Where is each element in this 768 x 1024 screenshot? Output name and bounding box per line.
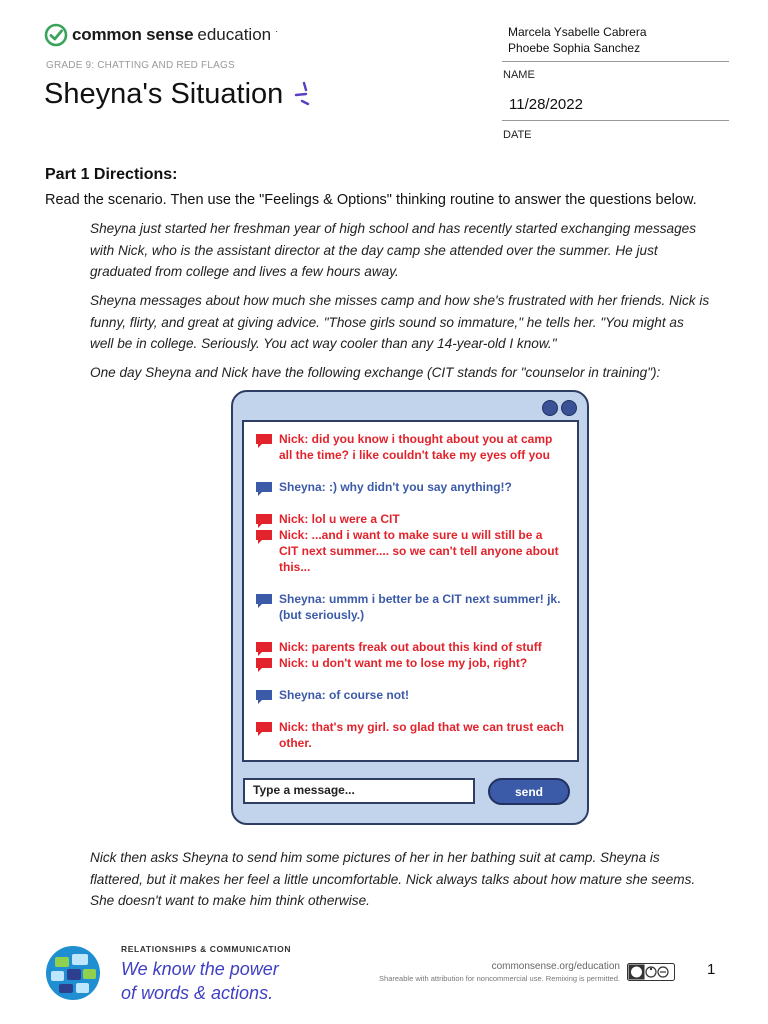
footer-tagline bbox=[121, 957, 279, 1005]
chat-message bbox=[255, 591, 565, 623]
chat-message-text: Nick: lol u were a CIT bbox=[279, 512, 400, 526]
chat-message-text: Nick: that's my girl. so glad that we can trust each other. bbox=[279, 720, 564, 750]
send-button: send bbox=[488, 778, 570, 805]
grade-label: GRADE 9: CHATTING AND RED FLAGS bbox=[46, 60, 235, 71]
page-number: 1 bbox=[707, 961, 716, 978]
student-name-2: Phoebe Sophia Sanchez bbox=[508, 41, 641, 55]
chat-message-text: Nick: u don't want me to lose my job, right? bbox=[279, 656, 528, 670]
date-value[interactable]: 11/28/2022 bbox=[509, 96, 583, 113]
footer-url[interactable]: commonsense.org/education bbox=[491, 961, 620, 972]
date-divider bbox=[502, 120, 729, 121]
chat-message bbox=[255, 655, 565, 673]
brand-name-rest: education bbox=[197, 25, 272, 44]
student-name-1: Marcela Ysabelle Cabrera bbox=[508, 25, 647, 39]
chat-message bbox=[255, 687, 565, 705]
part1-directions: Read the scenario. Then use the "Feelings & Options" thinking routine to answer the questions below. bbox=[45, 192, 697, 208]
window-dot-1 bbox=[542, 400, 558, 416]
story-paragraph-1: Sheyna just started her freshman year of high school and has recently started exchanging messages with Nick, who is the assistant director at the day camp she attended over the summer. He just graduated from college and lives a few hours away. bbox=[90, 221, 697, 279]
red-speech-bubble-icon bbox=[255, 657, 273, 673]
chat-screen bbox=[242, 420, 579, 762]
chat-message-text: Nick: did you know i thought about you at camp all the time? i like couldn't take my eyes off you bbox=[279, 432, 553, 462]
creative-commons-icon bbox=[627, 963, 675, 981]
story-paragraph-3: One day Sheyna and Nick have the following exchange (CIT stands for "counselor in training"): bbox=[90, 365, 661, 380]
chat-message-text: Nick: parents freak out about this kind of stuff bbox=[279, 640, 542, 654]
story-paragraph-2: Sheyna messages about how much she misses camp and how she's frustrated with her friends. Nick is funny, flirty, and great at giving advice. "Those girls sound so immature," he tells her. "You might as well be in college. Seriously. You act way cooler than any 14-year-old I know." bbox=[90, 293, 710, 351]
date-label: DATE bbox=[503, 129, 532, 141]
tagline-line-1: We know the power bbox=[121, 959, 279, 979]
brand-name-bold: common sense bbox=[72, 25, 194, 44]
page-title-text: Sheyna's Situation bbox=[44, 78, 284, 110]
blue-speech-bubble-icon bbox=[255, 689, 273, 705]
chat-message bbox=[255, 431, 565, 463]
checkmark-circle-icon bbox=[44, 23, 68, 47]
name-divider bbox=[502, 61, 729, 62]
chat-message-text: Sheyna: :) why didn't you say anything!? bbox=[279, 480, 512, 494]
red-speech-bubble-icon bbox=[255, 529, 273, 545]
chat-message-text: Sheyna: of course not! bbox=[279, 688, 410, 702]
brand-logo bbox=[44, 22, 278, 48]
footer-license: Shareable with attribution for noncommercial use. Remixing is permitted. bbox=[379, 974, 620, 983]
chat-window-illustration bbox=[231, 390, 589, 825]
chat-message-text: Sheyna: ummm i better be a CIT next summer! jk. (but seriously.) bbox=[279, 592, 561, 622]
footer-category: RELATIONSHIPS & COMMUNICATION bbox=[121, 944, 292, 954]
red-speech-bubble-icon bbox=[255, 721, 273, 737]
page-title bbox=[44, 78, 315, 111]
blue-speech-bubble-icon bbox=[255, 593, 273, 609]
name-label: NAME bbox=[503, 69, 535, 81]
tagline-line-2: of words & actions. bbox=[121, 983, 274, 1003]
window-dot-2 bbox=[561, 400, 577, 416]
story-paragraph-4: Nick then asks Sheyna to send him some pictures of her in her bathing suit at camp. Sheyna is flattered, but it makes her feel a little uncomfortable. Nick always talks about how mature she seems. She doesn't want to make him think otherwise. bbox=[90, 850, 696, 908]
chat-message bbox=[255, 527, 565, 575]
sparkle-icon bbox=[293, 81, 315, 109]
blue-speech-bubble-icon bbox=[255, 481, 273, 497]
part1-heading: Part 1 Directions: bbox=[45, 166, 178, 183]
student-names bbox=[508, 24, 647, 56]
red-speech-bubble-icon bbox=[255, 433, 273, 449]
brand-trademark: · bbox=[275, 26, 279, 36]
speech-bubbles-globe-icon bbox=[45, 945, 101, 1001]
chat-message bbox=[255, 479, 565, 497]
chat-message bbox=[255, 719, 565, 751]
chat-message-text: Nick: ...and i want to make sure u will still be a CIT next summer.... so we can't tell anyone about this... bbox=[279, 528, 559, 574]
message-input: Type a message... bbox=[243, 778, 475, 804]
